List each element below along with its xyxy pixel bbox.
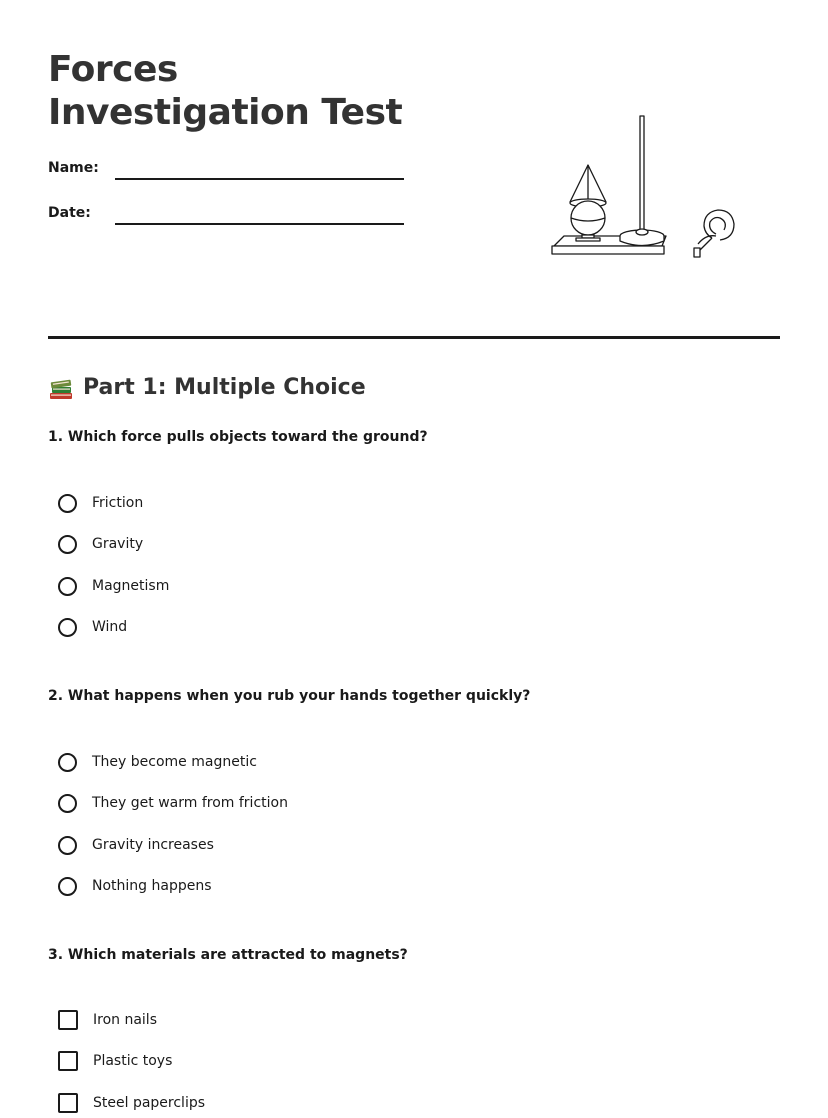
section-title-text: Part 1: Multiple Choice bbox=[83, 375, 366, 400]
section-title bbox=[48, 372, 366, 404]
option-label: Iron nails bbox=[93, 1012, 157, 1028]
option-q3-iron[interactable] bbox=[58, 1008, 157, 1032]
option-label: Gravity bbox=[92, 536, 144, 552]
books-icon bbox=[48, 375, 74, 401]
radio-button[interactable] bbox=[58, 577, 77, 596]
option-q2-gravity[interactable] bbox=[58, 833, 214, 857]
checkbox[interactable] bbox=[58, 1051, 78, 1071]
option-q1-gravity[interactable] bbox=[58, 532, 143, 556]
horseshoe-magnet bbox=[694, 210, 734, 257]
option-label: Friction bbox=[92, 495, 144, 511]
base-board-front bbox=[552, 246, 664, 254]
option-q2-warm[interactable] bbox=[58, 791, 288, 815]
stand-pole bbox=[640, 116, 644, 230]
radio-button[interactable] bbox=[58, 618, 77, 637]
option-q3-plastic[interactable] bbox=[58, 1049, 172, 1073]
date-label: Date: bbox=[48, 205, 91, 221]
radio-button[interactable] bbox=[58, 794, 77, 813]
option-label: Gravity increases bbox=[92, 837, 214, 853]
radio-button[interactable] bbox=[58, 535, 77, 554]
ball-shape bbox=[571, 201, 605, 235]
checkbox[interactable] bbox=[58, 1010, 78, 1030]
option-label: Magnetism bbox=[92, 578, 170, 594]
option-q1-friction[interactable] bbox=[58, 491, 143, 515]
option-q1-wind[interactable] bbox=[58, 615, 127, 639]
page-title: Forces Investigation Test bbox=[48, 49, 403, 133]
date-field bbox=[48, 203, 408, 227]
radio-button[interactable] bbox=[58, 877, 77, 896]
radio-button[interactable] bbox=[58, 753, 77, 772]
name-input-line[interactable] bbox=[115, 178, 404, 180]
question-3: 3. Which materials are attracted to magnets? bbox=[48, 947, 408, 963]
radio-button[interactable] bbox=[58, 836, 77, 855]
section-divider bbox=[48, 336, 780, 339]
option-q2-magnetic[interactable] bbox=[58, 750, 257, 774]
checkbox[interactable] bbox=[58, 1093, 78, 1113]
option-q3-steel[interactable] bbox=[58, 1091, 205, 1115]
name-label: Name: bbox=[48, 160, 99, 176]
question-1: 1. Which force pulls objects toward the ground? bbox=[48, 429, 428, 445]
name-field bbox=[48, 158, 408, 182]
worksheet-page bbox=[48, 0, 780, 1118]
option-label: They get warm from friction bbox=[92, 795, 288, 811]
option-label: Nothing happens bbox=[92, 878, 212, 894]
option-label: Wind bbox=[92, 619, 128, 635]
date-input-line[interactable] bbox=[115, 223, 404, 225]
option-q2-nothing[interactable] bbox=[58, 874, 212, 898]
question-2: 2. What happens when you rub your hands together quickly? bbox=[48, 688, 531, 704]
forces-apparatus-illustration bbox=[548, 110, 748, 270]
option-label: They become magnetic bbox=[92, 754, 257, 770]
option-label: Steel paperclips bbox=[93, 1095, 206, 1111]
option-q1-magnetism[interactable] bbox=[58, 574, 169, 598]
option-label: Plastic toys bbox=[93, 1053, 173, 1069]
radio-button[interactable] bbox=[58, 494, 77, 513]
